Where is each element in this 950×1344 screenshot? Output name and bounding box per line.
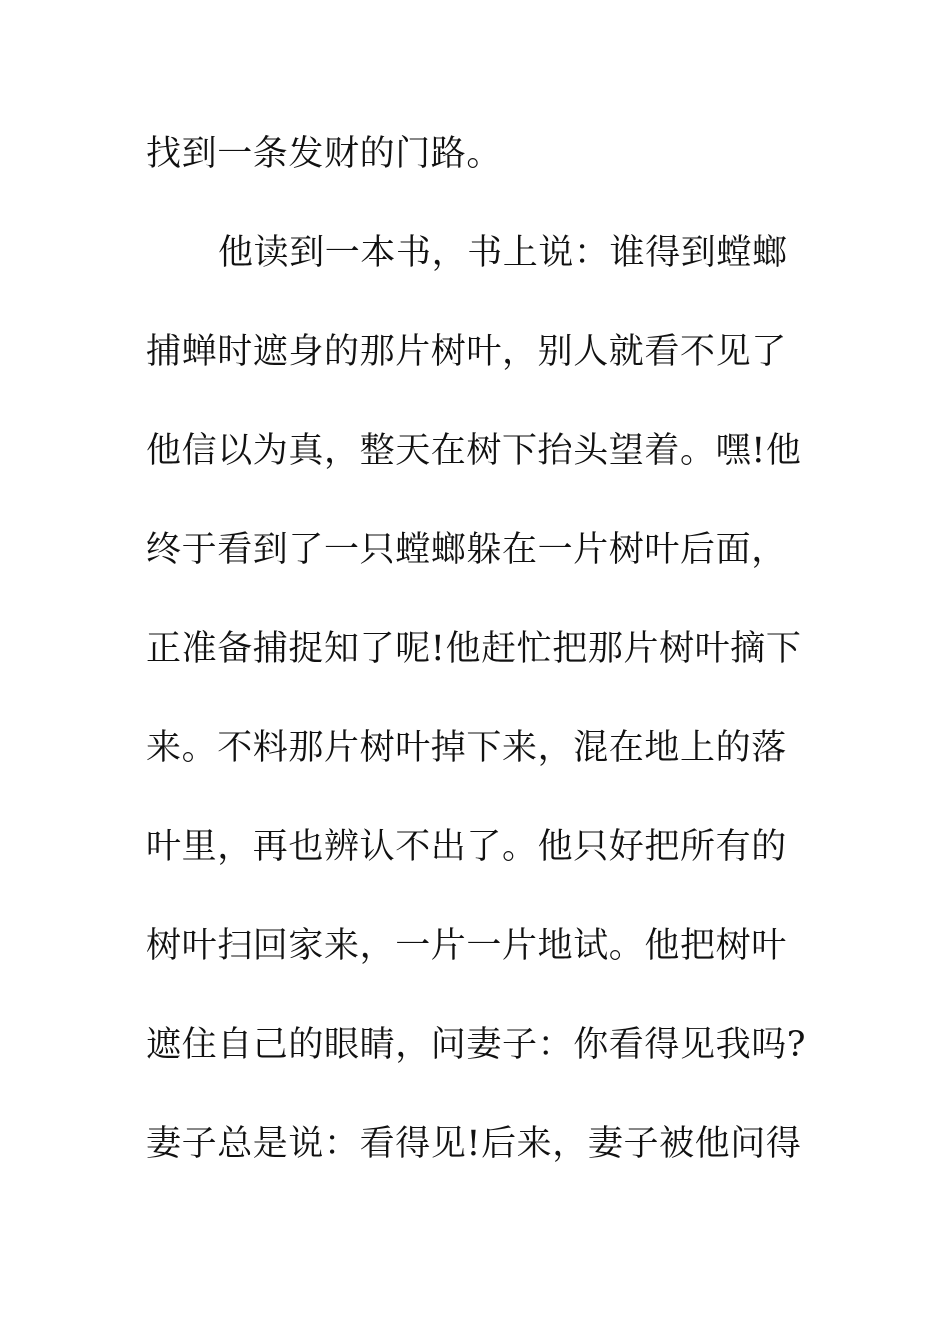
text-line: 遮住自己的眼睛，问妻子：你看得见我吗?: [146, 1025, 807, 1065]
text-line: 他信以为真，整天在树下抬头望着。嘿!他: [146, 431, 802, 471]
paragraph-first-line: 他读到一本书，书上说：谁得到螳螂: [218, 233, 788, 273]
text-line: 正准备捕捉知了呢!他赶忙把那片树叶摘下: [146, 629, 802, 669]
text-line: 捕蝉时遮身的那片树叶，别人就看不见了: [146, 332, 787, 372]
text-line: 来。不料那片树叶掉下来，混在地上的落: [146, 728, 787, 768]
text-line: 妻子总是说：看得见!后来，妻子被他问得: [146, 1124, 802, 1164]
text-line: 找到一条发财的门路。: [146, 134, 503, 174]
text-line: 终于看到了一只螳螂躲在一片树叶后面，: [146, 530, 787, 570]
text-line: 叶里，再也辨认不出了。他只好把所有的: [146, 827, 787, 867]
text-line: 树叶扫回家来，一片一片地试。他把树叶: [146, 926, 787, 966]
story-text: [146, 128, 816, 1217]
